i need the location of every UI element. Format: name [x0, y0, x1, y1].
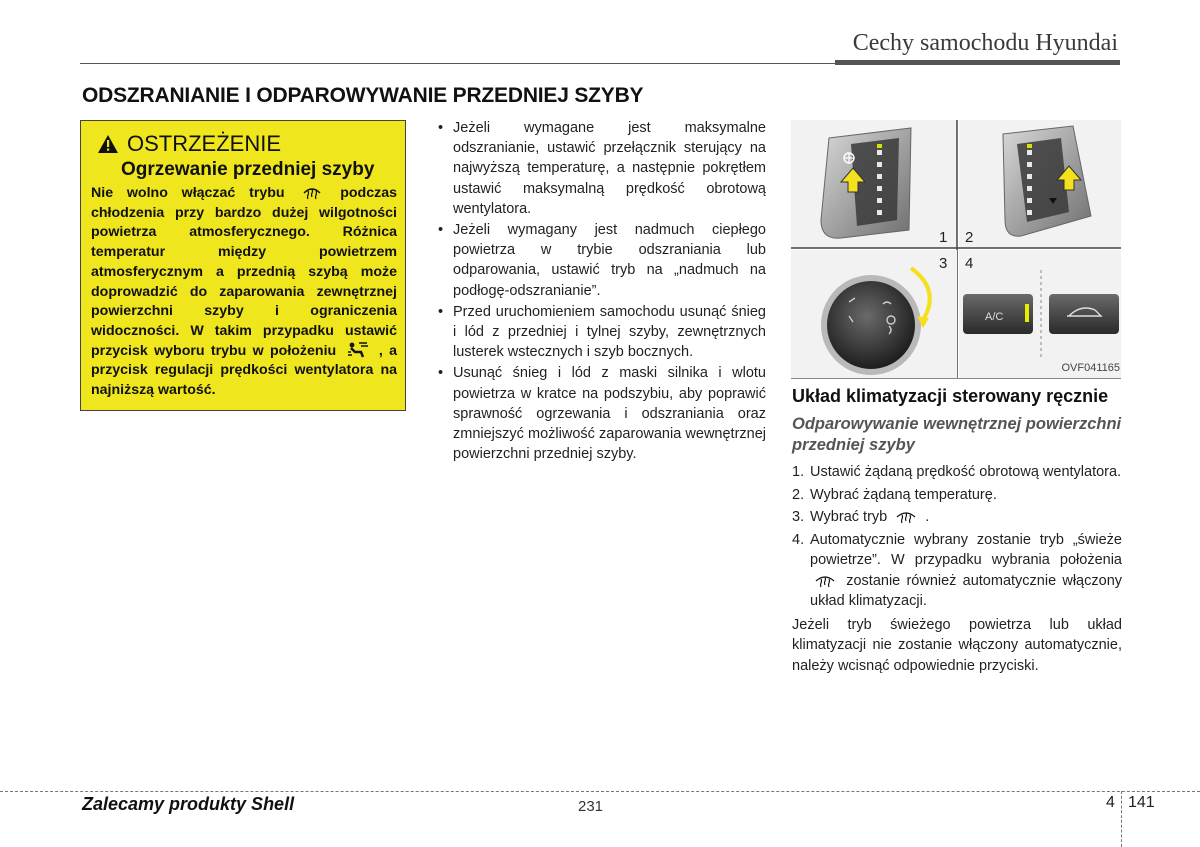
step-text: Automatycznie wybrany zostanie tryb „świeże powietrze”. W przypadku wybrania położenia [810, 531, 1122, 568]
step-number: 3. [792, 509, 805, 525]
chapter-title: Cechy samochodu Hyundai [852, 30, 1118, 56]
fan-icon [844, 153, 854, 163]
warning-text-part-3: , a przycisk regulacji prędkości wentylatora na najniższą wartość. [91, 342, 398, 399]
step-number: 2. [792, 486, 805, 503]
footer-manual-page: 141 [1128, 794, 1155, 811]
warning-text-part-2: podczas chłodzenia przy bardzo dużej wilgotności powietrza atmosferycznego. Różnica temperatur między powietrzem atmosferycznym a przednią szybą może doprowadzić do zaparowania zewnętrznej powierzchni szyby i ograniczenia widoczności. W takim przypadku ustawić przycisk wyboru trybu w położeniu [91, 185, 397, 359]
list-item [792, 507, 1122, 528]
footer-divider [1121, 791, 1122, 847]
defrost-icon [814, 572, 836, 588]
list-item [792, 485, 1122, 506]
warning-triangle-icon [97, 134, 119, 154]
figure-illustration [791, 120, 1121, 378]
footer-page-number: 231 [578, 798, 604, 815]
warning-subtitle: Ogrzewanie przedniej szyby [121, 159, 375, 180]
list-item: • Usunąć śnieg i lód z maski silnika i wlotu powietrza w kratce na podszybiu, aby poprawić sprawność ogrzewania i odszraniania oraz zmniejszyć możliwość zaparowania wewnętrznej powierzchni przedniej szyby. [436, 363, 766, 464]
list-item: • Przed uruchomieniem samochodu usunąć śnieg i lód z przedniej i tylnej szyby, zewnętrznych lusterek wstecznych i szyb bocznych. [436, 302, 766, 363]
middle-column [436, 118, 766, 465]
figure-label-4: 4 [965, 255, 974, 272]
warning-text-part-1: Nie wolno włączać trybu [91, 185, 285, 201]
section-heading: Układ klimatyzacji sterowany ręcznie [792, 386, 1109, 406]
floor-defrost-mode-icon [347, 342, 369, 358]
step-text: Wybrać tryb [810, 509, 888, 525]
steps-list [792, 462, 1122, 612]
step-number: 4. [792, 531, 805, 548]
figure-label-2: 2 [965, 229, 974, 246]
bullet-list [436, 118, 766, 464]
step-number: 1. [792, 464, 805, 480]
climate-control-figure [791, 120, 1121, 379]
defrost-icon [895, 508, 917, 524]
footer-rule [0, 791, 1200, 792]
list-item: • Jeżeli wymagane jest maksymalne odszranianie, ustawić przełącznik sterujący na najwyższą temperaturę, a następnie pokrętłem ustawić maksymalną prędkość obrotową wentylatora. [436, 118, 766, 219]
list-item: • Jeżeli wymagany jest nadmuch ciepłego powietrza w trybie odszraniania lub odparowania, ustawić tryb na „nadmuch na podłogę-odszranianie”. [436, 220, 766, 301]
warning-box [80, 120, 406, 411]
note-paragraph: Jeżeli tryb świeżego powietrza lub układ klimatyzacji nie zostanie włączony automatycznie, należy wcisnąć odpowiednie przyciski. [792, 616, 1122, 674]
step-text: Ustawić żądaną prędkość obrotową wentylatora. [810, 464, 1122, 480]
section-subheading: Odparowywanie wewnętrznej powierzchni przedniej szyby [792, 415, 1122, 454]
warning-text [91, 184, 397, 401]
footer-slogan: Zalecamy produkty Shell [82, 794, 295, 814]
list-item [792, 462, 1122, 483]
warning-title: OSTRZEŻENIE [127, 131, 282, 156]
warning-title-row [97, 131, 281, 157]
figure-caption: OVF041165 [1061, 362, 1120, 374]
section-title: ODSZRANIANIE I ODPAROWYWANIE PRZEDNIEJ SZYBY [82, 84, 644, 107]
ac-button-label: A/C [985, 311, 1004, 323]
step-text: zostanie również automatycznie włączony układ klimatyzacji. [810, 572, 1123, 609]
footer-chapter-number: 4 [1106, 794, 1115, 811]
defrost-icon [302, 184, 322, 200]
list-item [792, 530, 1122, 612]
right-column [792, 385, 1122, 676]
figure-label-1: 1 [939, 229, 948, 246]
figure-label-3: 3 [939, 255, 948, 272]
step-text: Wybrać żądaną temperaturę. [810, 486, 997, 503]
step-text: . [925, 509, 930, 525]
header-accent-bar [835, 60, 1120, 65]
